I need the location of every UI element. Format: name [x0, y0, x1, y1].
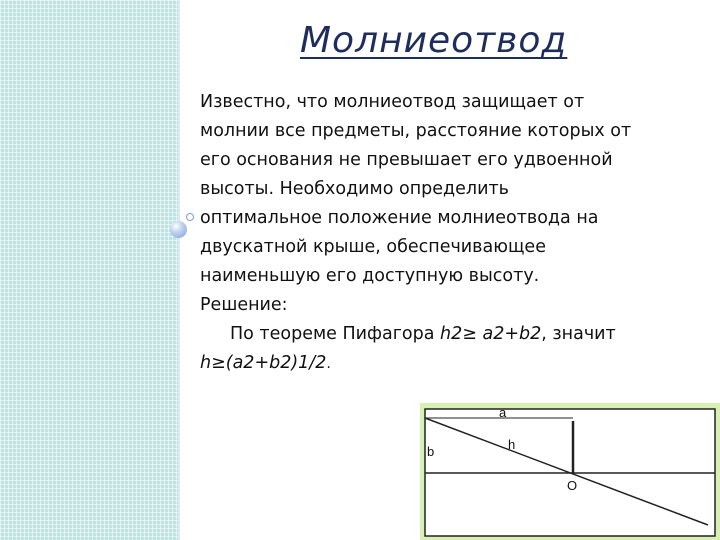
formula-result: h≥(a2+b2)1/2	[200, 353, 327, 373]
roof-diagram	[420, 403, 720, 540]
body-line-7: наименьшую его доступную высоту.	[200, 266, 540, 286]
bullet-ornament-large	[170, 221, 187, 238]
side-panel	[0, 0, 178, 540]
solution-label: Решение:	[200, 295, 288, 315]
slide-title: Молниеотвод	[300, 20, 568, 61]
label-a: a	[499, 405, 507, 420]
formula-mid: , значит	[541, 324, 616, 344]
body-line-5: оптимальное положение молниеотвода на	[200, 208, 599, 228]
body-line-4: высоты. Необходимо определить	[200, 179, 509, 199]
label-o: O	[567, 478, 578, 493]
formula-line-1	[200, 320, 705, 349]
formula-intro: По теореме Пифагора	[230, 324, 441, 344]
label-h: h	[508, 437, 516, 452]
body-line-3: его основания не превышает его удвоенной	[200, 150, 613, 170]
body-line-1: Известно, что молниеотвод защищает от	[200, 92, 585, 112]
body-line-6: двускатной крыше, обеспечивающее	[200, 237, 546, 257]
label-b: b	[427, 444, 435, 459]
bullet-ornament-small	[186, 213, 194, 221]
roof-diagram-svg	[420, 403, 720, 540]
slide-body	[200, 88, 705, 379]
body-line-2: молнии все предметы, расстояние которых от	[200, 121, 632, 141]
formula-end: .	[326, 356, 331, 372]
formula-line-2	[200, 349, 705, 379]
side-divider	[178, 0, 180, 540]
formula-pythagoras: h2≥ a2+b2	[440, 324, 542, 344]
